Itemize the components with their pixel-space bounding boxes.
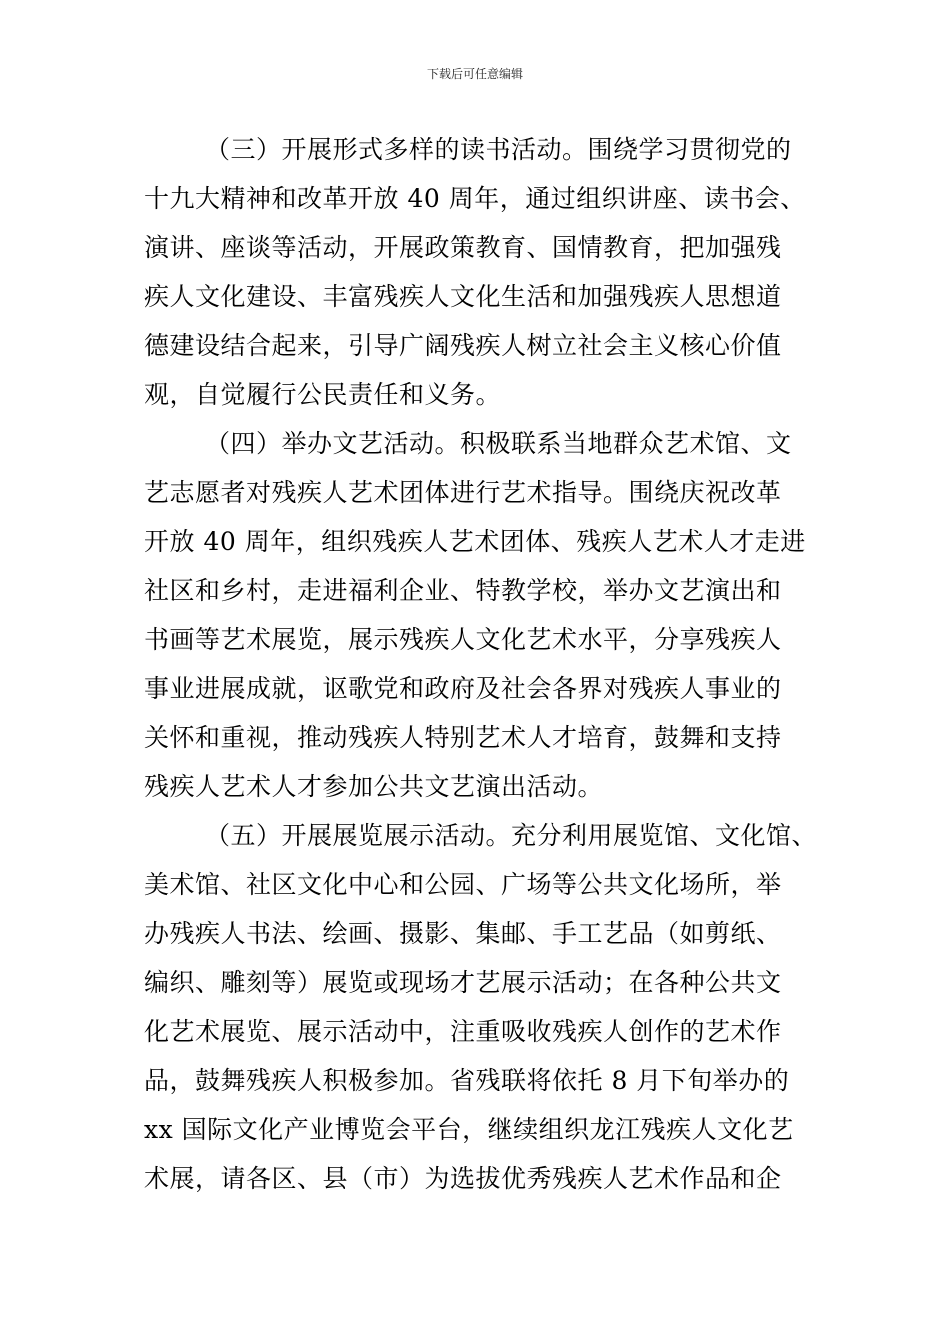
paragraph-line: 疾人文化建设、丰富残疾人文化生活和加强残疾人思想道 xyxy=(144,282,782,311)
paragraph-line: 书画等艺术展览，展示残疾人文化艺术水平，分享残疾人 xyxy=(144,625,782,654)
paragraph-line: 编织、雕刻等）展览或现场才艺展示活动；在各种公共文 xyxy=(144,968,782,997)
paragraph-line: 十九大精神和改革开放 40 周年，通过组织讲座、读书会、 xyxy=(144,184,806,213)
paragraph-line: （三）开展形式多样的读书活动。围绕学习贯彻党的 xyxy=(205,135,792,164)
paragraph-line: 艺志愿者对残疾人艺术团体进行艺术指导。围绕庆祝改革 xyxy=(144,478,782,507)
paragraph-line: xx 国际文化产业博览会平台，继续组织龙江残疾人文化艺 xyxy=(144,1115,794,1144)
paragraph-line: 社区和乡村，走进福利企业、特教学校，举办文艺演出和 xyxy=(144,576,782,605)
paragraph-line: 残疾人艺术人才参加公共文艺演出活动。 xyxy=(144,772,604,801)
paragraph-line: 化艺术展览、展示活动中，注重吸收残疾人创作的艺术作 xyxy=(144,1017,782,1046)
paragraph-line: 美术馆、社区文化中心和公园、广场等公共文化场所，举 xyxy=(144,870,782,899)
page-header: 下载后可任意编辑 xyxy=(426,67,523,81)
paragraph-line: 办残疾人书法、绘画、摄影、集邮、手工艺品（如剪纸、 xyxy=(144,919,782,948)
paragraph-line: 开放 40 周年，组织残疾人艺术团体、残疾人艺术人才走进 xyxy=(144,527,806,556)
paragraph-line: （四）举办文艺活动。积极联系当地群众艺术馆、文 xyxy=(205,429,792,458)
paragraph-line: 关怀和重视，推动残疾人特别艺术人才培育，鼓舞和支持 xyxy=(144,723,782,752)
paragraph-line: 德建设结合起来，引导广阔残疾人树立社会主义核心价值 xyxy=(144,331,782,360)
paragraph-line: 术展，请各区、县（市）为选拔优秀残疾人艺术作品和企 xyxy=(144,1164,782,1193)
paragraph-line: 事业进展成就，讴歌党和政府及社会各界对残疾人事业的 xyxy=(144,674,782,703)
paragraph-line: 演讲、座谈等活动，开展政策教育、国情教育，把加强残 xyxy=(144,233,782,262)
paragraph-line: （五）开展展览展示活动。充分利用展览馆、文化馆、 xyxy=(205,821,818,850)
paragraph-line: 观，自觉履行公民责任和义务。 xyxy=(144,380,502,409)
paragraph-line: 品，鼓舞残疾人积极参加。省残联将依托 8 月下旬举办的 xyxy=(144,1066,790,1095)
